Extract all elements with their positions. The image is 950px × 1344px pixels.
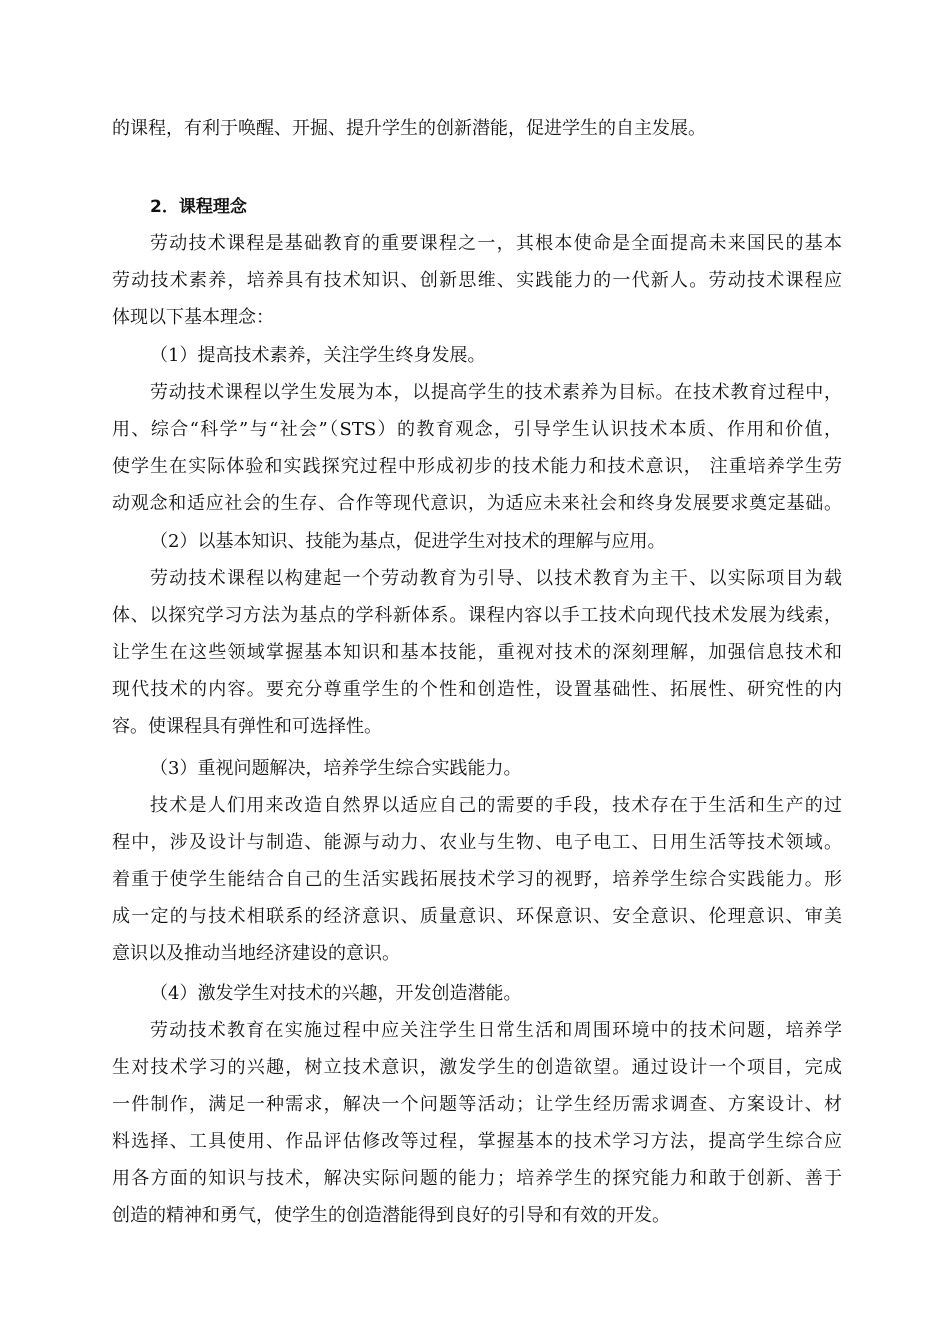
paragraph-line: 用、综合“科学”与“社会”（STS）的教育观念，引导学生认识技术本质、作用和价值， — [112, 419, 842, 440]
paragraph-line: 技术是人们用来改造自然界以适应自己的需要的手段，技术存在于生活和生产的过 — [150, 795, 842, 816]
subheading: （4）激发学生对技术的兴趣，开发创造潜能。 — [150, 983, 522, 1004]
paragraph-line: 让学生在这些领域掌握基本知识和基本技能，重视对技术的深刻理解，加强信息技术和 — [112, 642, 842, 663]
paragraph-line: 现代技术的内容。要充分尊重学生的个性和创造性，设置基础性、拓展性、研究性的内 — [112, 679, 842, 700]
paragraph-line: 容。使课程具有弹性和可选择性。 — [112, 716, 382, 737]
paragraph-line: 劳动技术课程以学生发展为本，以提高学生的技术素养为目标。在技术教育过程中， — [150, 382, 842, 403]
paragraph-line: 成一定的与技术相联系的经济意识、质量意识、环保意识、安全意识、伦理意识、审美 — [112, 906, 842, 927]
paragraph-line: 意识以及推动当地经济建设的意识。 — [112, 943, 400, 964]
paragraph-line: 程中，涉及设计与制造、能源与动力、农业与生物、电子电工、日用生活等技术领域。 — [112, 832, 842, 853]
paragraph-line: 料选择、工具使用、作品评估修改等过程，掌握基本的技术学习方法，提高学生综合应 — [112, 1131, 842, 1152]
paragraph-line: 创造的精神和勇气，使学生的创造潜能得到良好的引导和有效的开发。 — [112, 1205, 670, 1226]
paragraph-line: 着重于使学生能结合自己的生活实践拓展技术学习的视野，培养学生综合实践能力。形 — [112, 869, 842, 890]
paragraph-line: 使学生在实际体验和实践探究过程中形成初步的技术能力和技术意识， 注重培养学生劳 — [112, 456, 842, 477]
paragraph-line: 的课程，有利于唤醒、开掘、提升学生的创新潜能，促进学生的自主发展。 — [112, 118, 706, 139]
paragraph-line: 劳动技术课程以构建起一个劳动教育为引导、以技术教育为主干、以实际项目为载 — [150, 568, 842, 589]
paragraph-line: 一件制作，满足一种需求，解决一个问题等活动；让学生经历需求调查、方案设计、材 — [112, 1094, 842, 1115]
paragraph-line: 用各方面的知识与技术，解决实际问题的能力；培养学生的探究能力和敢于创新、善于 — [112, 1168, 842, 1189]
subheading: （3）重视问题解决，培养学生综合实践能力。 — [150, 758, 522, 779]
paragraph-line: 劳动技术教育在实施过程中应关注学生日常生活和周围环境中的技术问题，培养学 — [150, 1020, 842, 1041]
paragraph-line: 生对技术学习的兴趣，树立技术意识，激发学生的创造欲望。通过设计一个项目，完成 — [112, 1057, 842, 1078]
paragraph-line: 动观念和适应社会的生存、合作等现代意识，为适应未来社会和终身发展要求奠定基础。 — [112, 493, 842, 514]
subheading: （2）以基本知识、技能为基点，促进学生对技术的理解与应用。 — [150, 531, 666, 552]
subheading: （1）提高技术素养，关注学生终身发展。 — [150, 345, 486, 366]
paragraph-line: 劳动技术课程是基础教育的重要课程之一，其根本使命是全面提高未来国民的基本 — [150, 233, 842, 254]
section-heading: 2．课程理念 — [150, 197, 247, 217]
paragraph-line: 劳动技术素养，培养具有技术知识、创新思维、实践能力的一代新人。劳动技术课程应 — [112, 270, 842, 291]
paragraph-line: 体、以探究学习方法为基点的学科新体系。课程内容以手工技术向现代技术发展为线索， — [112, 605, 842, 626]
paragraph-line: 体现以下基本理念： — [112, 307, 274, 328]
